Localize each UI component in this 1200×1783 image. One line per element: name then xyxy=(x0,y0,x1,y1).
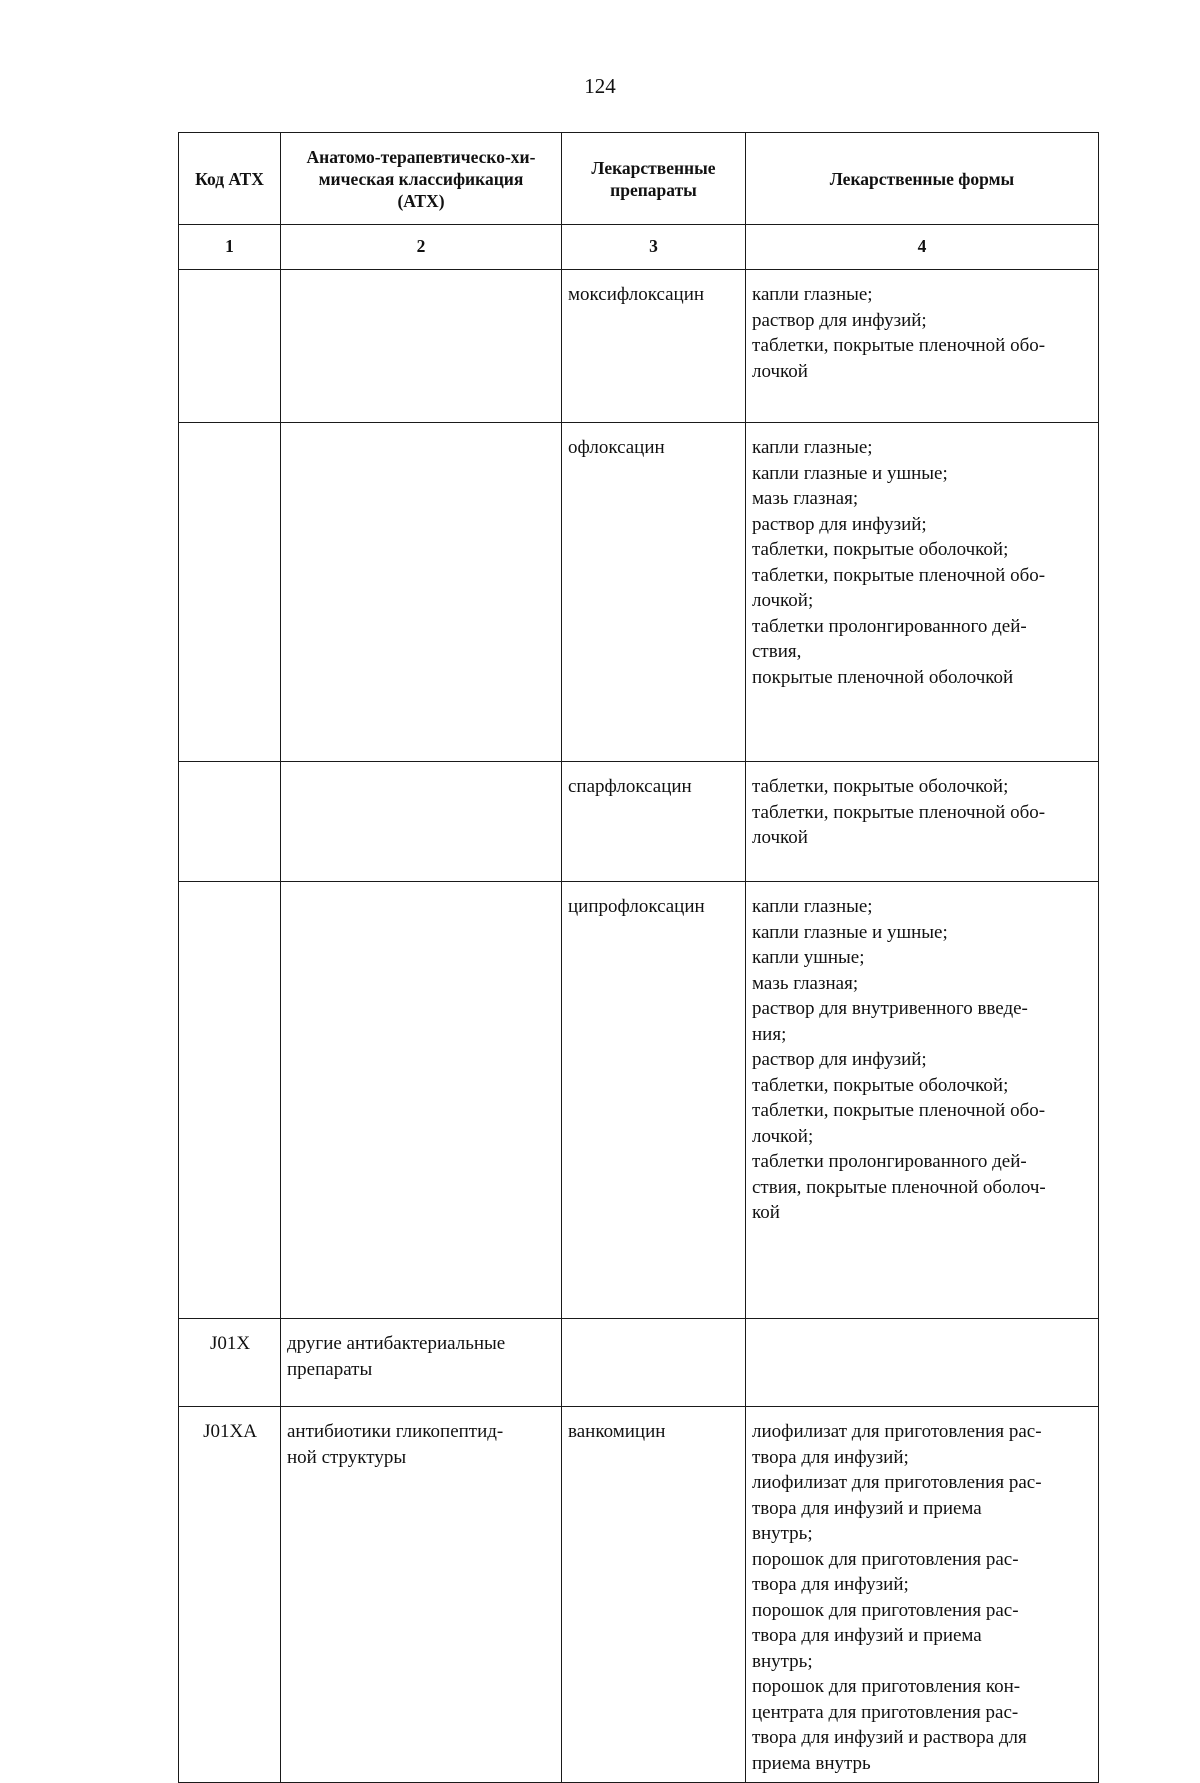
dosage-forms-cell xyxy=(746,423,1099,762)
table-row xyxy=(179,423,1099,762)
dosage-form-line: мазь глазная; xyxy=(752,972,859,994)
dosage-forms-cell xyxy=(746,270,1099,423)
dosage-form-line: капли глазные; xyxy=(752,437,873,458)
header-classification: Анатомо-терапевтическо-хи- мическая классификация (АТХ) xyxy=(281,133,562,225)
dosage-form-line: твора для инфузий и приема xyxy=(752,1625,982,1646)
header-drugs: Лекарственные препараты xyxy=(562,133,746,225)
dosage-form-line: лочкой xyxy=(752,360,808,382)
column-number: 1 xyxy=(179,225,281,270)
dosage-form-line: капли ушные; xyxy=(752,947,865,968)
dosage-form-line: твора для инфузий и приема xyxy=(752,1497,982,1519)
classification-cell xyxy=(281,762,562,882)
dosage-form-line: ния; xyxy=(752,1023,787,1045)
dosage-form-line: приема внутрь xyxy=(752,1752,871,1774)
page-number: 124 xyxy=(584,74,616,98)
dosage-form-line: таблетки, покрытые пленочной обо- xyxy=(752,564,1046,586)
classification-cell xyxy=(281,270,562,423)
dosage-form-line: лиофилизат для приготовления рас- xyxy=(752,1472,1042,1493)
dosage-form-line: ствия, покрытые пленочной оболоч- xyxy=(752,1176,1046,1198)
classification-cell: другие антибактериальные препараты xyxy=(281,1319,562,1407)
dosage-form-line: лочкой; xyxy=(752,590,814,611)
classification-cell: антибиотики гликопептид- ной структуры xyxy=(281,1407,562,1783)
drug-name-cell: моксифлоксацин xyxy=(562,270,746,423)
dosage-form-line: внутрь; xyxy=(752,1523,813,1544)
dosage-forms-cell xyxy=(746,882,1099,1319)
dosage-form-line: порошок для приготовления кон- xyxy=(752,1676,1021,1697)
drug-name-cell xyxy=(562,1319,746,1407)
table-row xyxy=(179,1407,1099,1783)
column-number-row xyxy=(179,225,1099,270)
dosage-form-line: таблетки, покрытые оболочкой; xyxy=(752,539,1009,560)
table-row xyxy=(179,762,1099,882)
drug-name-cell: ципрофлоксацин xyxy=(562,882,746,1319)
atx-code-cell: J01X xyxy=(179,1319,281,1407)
dosage-form-line: капли глазные; xyxy=(752,284,873,305)
table-row xyxy=(179,1319,1099,1407)
dosage-form-line: порошок для приготовления рас- xyxy=(752,1599,1019,1621)
atx-code-cell: J01XA xyxy=(179,1407,281,1783)
dosage-form-line: лочкой xyxy=(752,827,808,848)
dosage-form-line: твора для инфузий и раствора для xyxy=(752,1727,1027,1748)
dosage-forms-cell xyxy=(746,762,1099,882)
dosage-form-line: раствор для инфузий; xyxy=(752,1049,927,1070)
dosage-form-line: твора для инфузий; xyxy=(752,1446,909,1468)
dosage-forms-cell xyxy=(746,1407,1099,1783)
dosage-form-line: таблетки, покрытые оболочкой; xyxy=(752,776,1009,797)
drug-name-cell: ванкомицин xyxy=(562,1407,746,1783)
drug-name-cell: офлоксацин xyxy=(562,423,746,762)
classification-cell xyxy=(281,423,562,762)
drug-name-cell: спарфлоксацин xyxy=(562,762,746,882)
dosage-form-line: лиофилизат для приготовления рас- xyxy=(752,1421,1042,1442)
dosage-form-line: раствор для внутривенного введе- xyxy=(752,998,1028,1019)
dosage-form-line: раствор для инфузий; xyxy=(752,309,927,331)
dosage-form-line: таблетки пролонгированного дей- xyxy=(752,615,1027,637)
dosage-form-line: кой xyxy=(752,1202,780,1223)
dosage-form-line: капли глазные; xyxy=(752,896,873,917)
dosage-form-line: капли глазные и ушные; xyxy=(752,921,948,943)
dosage-form-line: мазь глазная; xyxy=(752,488,859,509)
table-row xyxy=(179,270,1099,423)
dosage-form-line: раствор для инфузий; xyxy=(752,513,927,535)
dosage-form-line: внутрь; xyxy=(752,1650,813,1672)
dosage-form-line: таблетки, покрытые пленочной обо- xyxy=(752,335,1046,356)
dosage-form-line: порошок для приготовления рас- xyxy=(752,1548,1019,1570)
atx-code-cell xyxy=(179,423,281,762)
dosage-forms-cell xyxy=(746,1319,1099,1407)
dosage-form-line: таблетки, покрытые пленочной обо- xyxy=(752,1100,1046,1121)
dosage-form-line: таблетки, покрытые оболочкой; xyxy=(752,1074,1009,1096)
header-atx-code: Код АТХ xyxy=(179,133,281,225)
atx-code-cell xyxy=(179,270,281,423)
dosage-form-line: ствия, xyxy=(752,641,802,662)
column-number: 3 xyxy=(562,225,746,270)
classification-cell xyxy=(281,882,562,1319)
dosage-form-line: таблетки, покрытые пленочной обо- xyxy=(752,801,1046,823)
atx-table xyxy=(178,132,1099,1783)
dosage-form-line: твора для инфузий; xyxy=(752,1574,909,1595)
dosage-form-line: таблетки пролонгированного дей- xyxy=(752,1151,1027,1172)
header-forms: Лекарственные формы xyxy=(746,133,1099,225)
column-number: 4 xyxy=(746,225,1099,270)
table-row xyxy=(179,882,1099,1319)
dosage-form-line: лочкой; xyxy=(752,1125,814,1147)
dosage-form-line: покрытые пленочной оболочкой xyxy=(752,666,1014,688)
atx-code-cell xyxy=(179,762,281,882)
dosage-form-line: центрата для приготовления рас- xyxy=(752,1701,1019,1723)
dosage-form-line: капли глазные и ушные; xyxy=(752,462,948,484)
table-header-row xyxy=(179,133,1099,225)
column-number: 2 xyxy=(281,225,562,270)
atx-code-cell xyxy=(179,882,281,1319)
